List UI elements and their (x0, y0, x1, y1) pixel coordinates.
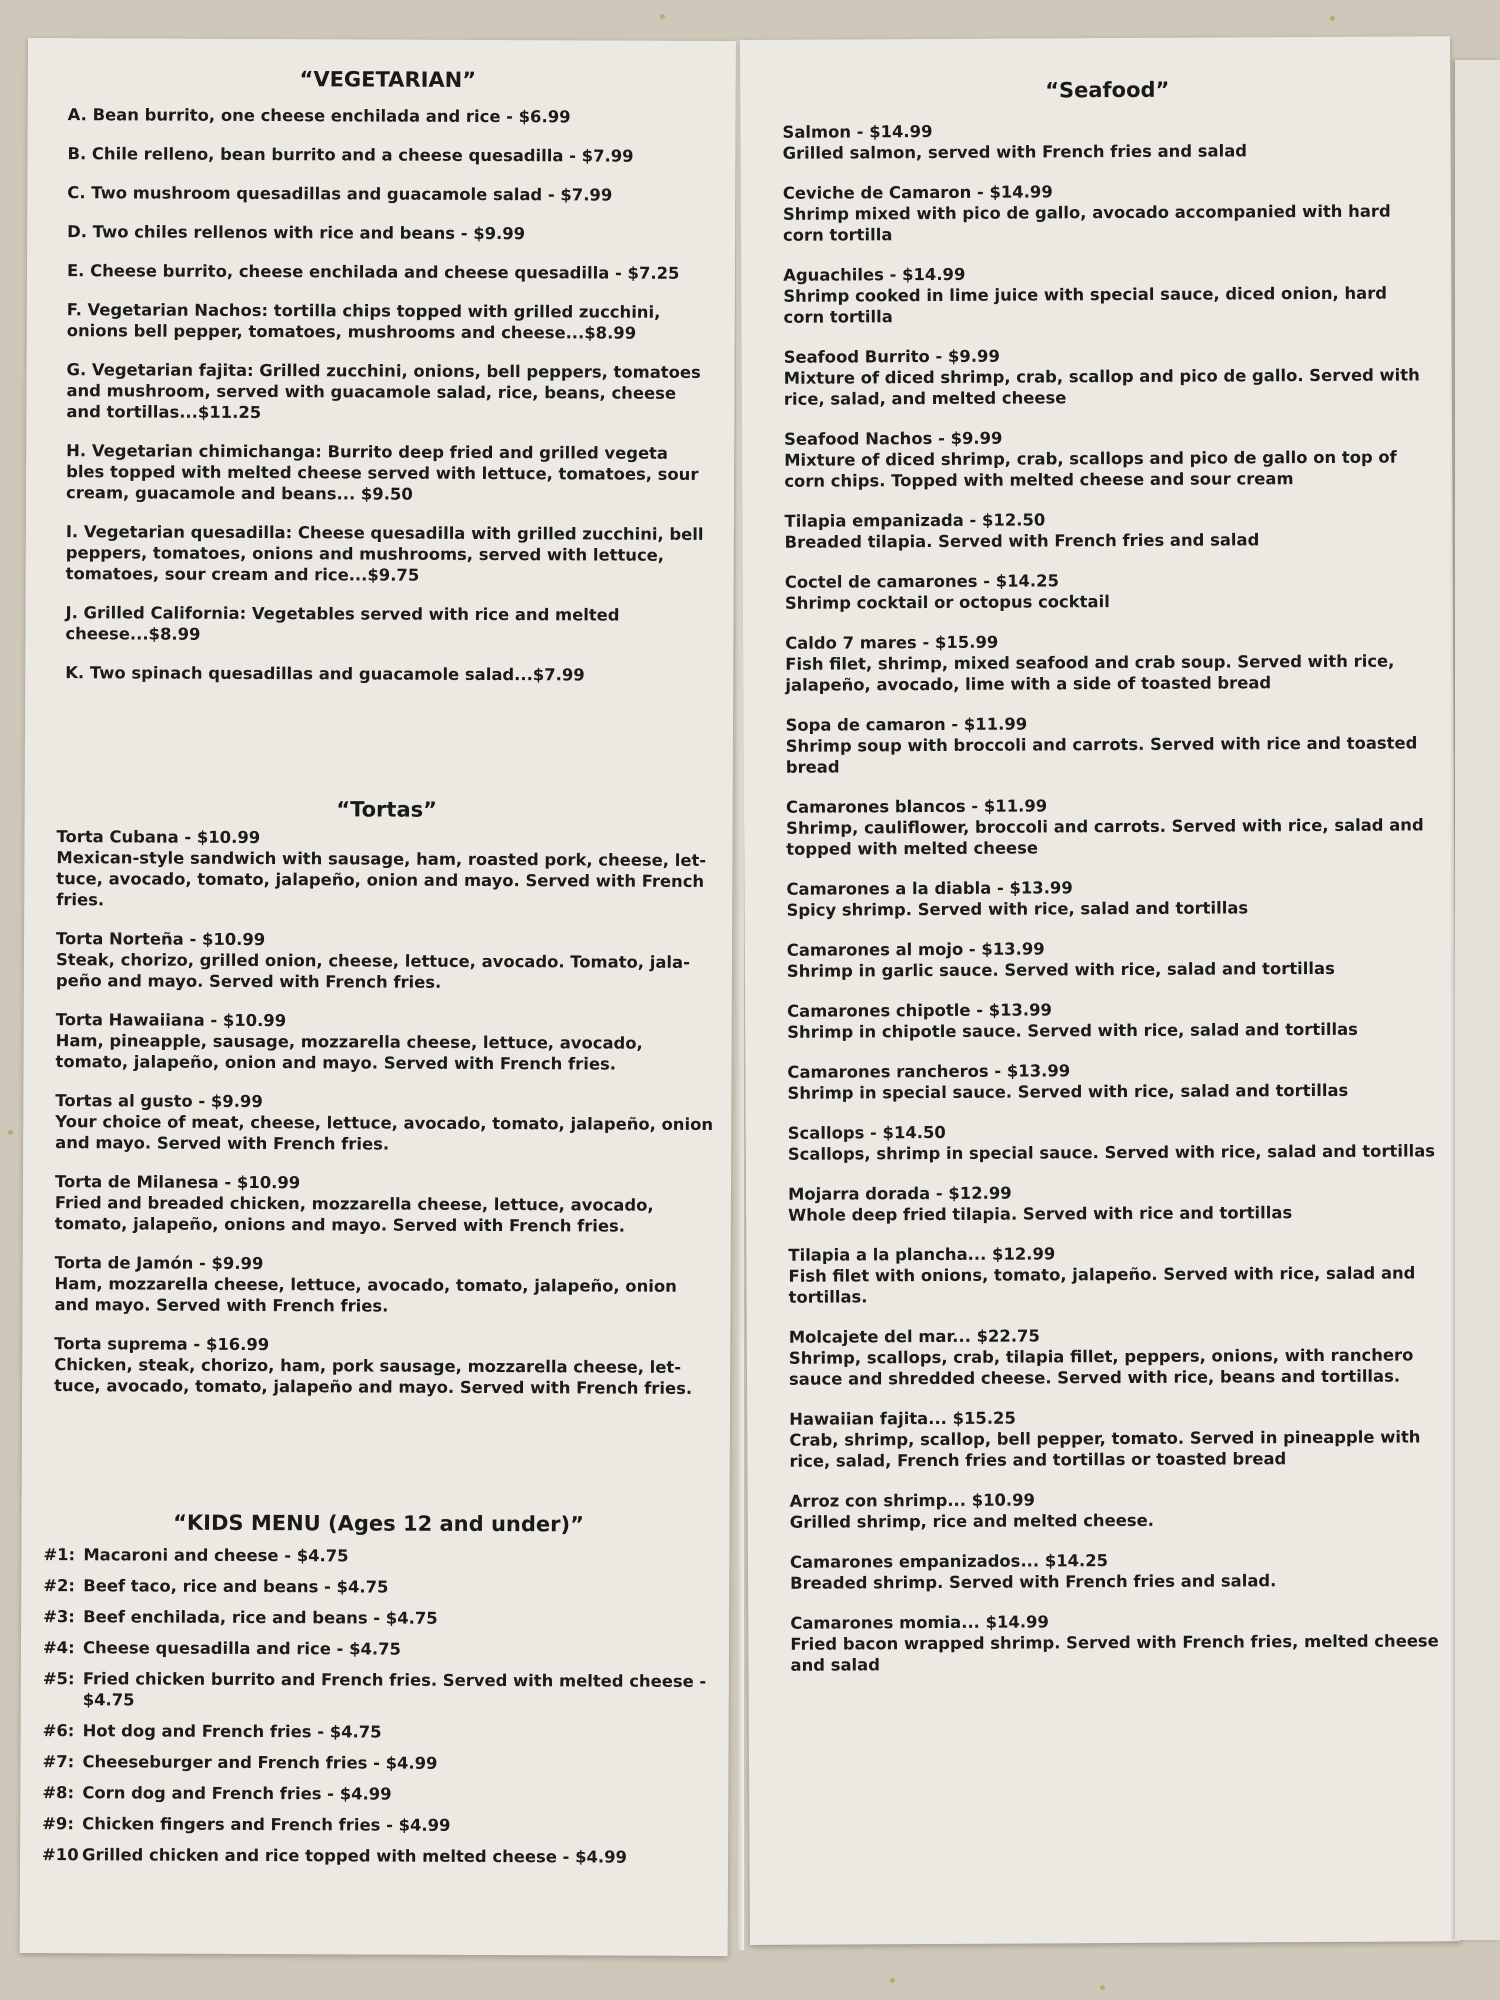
item-name: Scallops - $14.50 (787, 1122, 946, 1143)
kids-item-text: Hot dog and French fries - $4.75 (82, 1721, 382, 1742)
item-description: Spicy shrimp. Served with rice, salad and tortillas (786, 898, 1249, 920)
item-name: Tilapia empanizada - $12.50 (784, 510, 1046, 531)
item-name: Torta de Jamón - $9.99 (54, 1253, 264, 1274)
item-description: Scallops, shrimp in special sauce. Served with rice, salad and tortillas (787, 1141, 1436, 1164)
kids-item-text: Grilled chicken and rice topped with melted cheese - $4.99 (82, 1845, 627, 1867)
menu-item: G. Vegetarian fajita: Grilled zucchini, onions, bell peppers, tomatoes and mushroom, served with guacamole salad, rice, beans, cheese and tortillas...$11.25 (66, 360, 701, 423)
next-page-edge (1455, 60, 1500, 1940)
item-name: Camarones chipotle - $13.99 (787, 1000, 1052, 1021)
menu-item (788, 1180, 1438, 1225)
kids-item-text: Fried chicken burrito and French fries. Served with melted cheese - $4.75 (82, 1669, 707, 1710)
menu-item (784, 425, 1434, 491)
item-description: Whole deep fried tilapia. Served with rice and tortillas (788, 1203, 1293, 1225)
menu-item: F. Vegetarian Nachos: tortilla chips topped with grilled zucchini, onions bell pepper, tomatoes, mushrooms and cheese...$8.99 (66, 300, 661, 343)
menu-item (54, 1333, 714, 1399)
menu-item (784, 507, 1434, 552)
item-name: Coctel de camarones - $14.25 (784, 571, 1059, 592)
item-name: Camarones rancheros - $13.99 (787, 1061, 1071, 1082)
tortas-section (54, 796, 717, 1417)
kids-item-text: Cheese quesadilla and rice - $4.75 (82, 1638, 401, 1659)
menu-item (54, 1252, 714, 1318)
kids-item (42, 1813, 712, 1837)
item-name: Camarones blancos - $11.99 (785, 796, 1048, 817)
kids-item (43, 1637, 713, 1661)
menu-item (55, 1009, 715, 1075)
item-name: Torta suprema - $16.99 (54, 1334, 270, 1355)
menu-item (787, 936, 1437, 981)
item-description: Fried bacon wrapped shrimp. Served with French fries, melted cheese and salad (790, 1631, 1439, 1675)
item-description: Ham, mozzarella cheese, lettuce, avocado, tomato, jalapeño, onion and mayo. Served with French fries. (54, 1274, 677, 1316)
kids-item-number: #5: (42, 1669, 75, 1689)
item-description: Breaded tilapia. Served with French fries and salad (784, 530, 1260, 552)
menu-item (783, 261, 1433, 327)
menu-item (790, 1487, 1440, 1532)
menu-item (55, 1090, 715, 1156)
item-description: Shrimp, cauliflower, broccoli and carrots. Served with rice, salad and topped with melted cheese (786, 815, 1424, 859)
menu-item (785, 629, 1435, 695)
menu-item (782, 118, 1432, 163)
table-speck (660, 14, 665, 19)
menu-item (788, 1119, 1438, 1164)
item-description: Grilled shrimp, rice and melted cheese. (789, 1510, 1154, 1532)
item-name: Ceviche de Camaron - $14.99 (782, 182, 1053, 203)
seafood-section (782, 76, 1440, 1694)
item-description: Chicken, steak, chorizo, ham, pork sausage, mozzarella cheese, let- tuce, avocado, tomato, jalapeño and mayo. Served with French fries. (54, 1355, 693, 1398)
item-description: Your choice of meat, cheese, lettuce, avocado, tomato, jalapeño, onion and mayo. Served with French fries. (55, 1112, 714, 1154)
item-name: Caldo 7 mares - $15.99 (785, 632, 999, 653)
kids-item-text: Corn dog and French fries - $4.99 (82, 1783, 392, 1804)
item-name: Seafood Nachos - $9.99 (784, 428, 1003, 449)
item-name: Tilapia a la plancha... $12.99 (788, 1244, 1056, 1265)
menu-page-left (20, 38, 736, 1956)
item-description: Shrimp cocktail or octopus cocktail (784, 592, 1110, 613)
menu-item: C. Two mushroom quesadillas and guacamole salad - $7.99 (67, 183, 613, 205)
seafood-title: “Seafood” (1045, 77, 1170, 103)
kids-item-number: #3: (43, 1607, 75, 1627)
kids-menu-section (42, 1510, 714, 1878)
item-description: Mixture of diced shrimp, crab, scallop and pico de gallo. Served with rice, salad, and melted cheese (783, 365, 1420, 409)
menu-item (786, 793, 1436, 859)
item-name: Mojarra dorada - $12.99 (787, 1183, 1012, 1204)
menu-item (787, 997, 1437, 1042)
item-description: Shrimp in special sauce. Served with rice, salad and tortillas (787, 1080, 1349, 1103)
menu-item (790, 1609, 1440, 1675)
kids-menu-title: “KIDS MENU (Ages 12 and under)” (173, 1510, 584, 1537)
kids-item (42, 1844, 712, 1868)
menu-item (788, 1241, 1438, 1307)
menu-item (789, 1405, 1439, 1471)
menu-item (783, 179, 1433, 245)
kids-item-number: #4: (42, 1638, 75, 1658)
item-name: Seafood Burrito - $9.99 (783, 346, 1000, 367)
vegetarian-title: “VEGETARIAN” (299, 67, 477, 92)
item-description: Fried and breaded chicken, mozzarella cheese, lettuce, avocado, tomato, jalapeño, onions and mayo. Served with French fries. (54, 1193, 654, 1236)
item-description: Mexican-style sandwich with sausage, ham, roasted pork, cheese, let- tuce, avocado, tomato, jalapeño, onion and mayo. Served with French fries. (56, 848, 707, 910)
kids-item (43, 1544, 713, 1568)
item-description: Breaded shrimp. Served with French fries and salad. (790, 1571, 1277, 1593)
kids-item-text: Beef taco, rice and beans - $4.75 (83, 1576, 389, 1597)
item-name: Camarones momia... $14.99 (790, 1612, 1049, 1633)
menu-item: K. Two spinach quesadillas and guacamole salad...$7.99 (65, 663, 585, 685)
item-description: Shrimp mixed with pico de gallo, avocado accompanied with hard corn tortilla (782, 201, 1391, 245)
item-name: Arroz con shrimp... $10.99 (789, 1490, 1035, 1511)
menu-item: D. Two chiles rellenos with rice and beans - $9.99 (67, 222, 526, 244)
menu-item (786, 711, 1436, 777)
kids-item (43, 1668, 713, 1713)
item-name: Tortas al gusto - $9.99 (55, 1091, 263, 1112)
item-description: Shrimp in chipotle sauce. Served with rice, salad and tortillas (787, 1019, 1358, 1042)
item-description: Fish filet, shrimp, mixed seafood and crab soup. Served with rice, jalapeño, avocado, lime with a side of toasted bread (785, 651, 1395, 695)
kids-item (43, 1575, 713, 1599)
menu-item: I. Vegetarian quesadilla: Cheese quesadilla with grilled zucchini, bell peppers, tomatoes, onions and mushrooms, served with lettuce, tomatoes, sour cream and rice...$9.75 (65, 522, 704, 585)
kids-item-text: Macaroni and cheese - $4.75 (83, 1545, 349, 1566)
kids-item-number: #9: (42, 1814, 74, 1834)
item-description: Shrimp cooked in lime juice with special sauce, diced onion, hard corn tortilla (783, 283, 1388, 327)
kids-item-text: Cheeseburger and French fries - $4.99 (82, 1752, 438, 1773)
kids-item-number: #8: (42, 1783, 75, 1803)
item-name: Torta Hawaiiana - $10.99 (55, 1010, 287, 1031)
vegetarian-section (65, 66, 708, 704)
kids-item-text: Beef enchilada, rice and beans - $4.75 (83, 1607, 438, 1628)
table-speck (1330, 16, 1335, 21)
item-name: Molcajete del mar... $22.75 (788, 1326, 1040, 1347)
item-name: Camarones empanizados... $14.25 (789, 1551, 1109, 1572)
menu-item (790, 1548, 1440, 1593)
menu-item: A. Bean burrito, one cheese enchilada and rice - $6.99 (67, 105, 571, 127)
menu-item: H. Vegetarian chimichanga: Burrito deep fried and grilled vegeta bles topped with melted cheese served with lettuce, tomatoes, sour cream, guacamole and beans... $9.50 (65, 441, 699, 504)
item-name: Aguachiles - $14.99 (783, 264, 966, 285)
menu-item (56, 826, 716, 913)
item-name: Torta Cubana - $10.99 (56, 827, 261, 848)
kids-item (42, 1751, 712, 1775)
kids-item-number: #1: (43, 1545, 76, 1565)
item-description: Steak, chorizo, grilled onion, cheese, lettuce, avocado. Tomato, jala- peño and mayo. Served with French fries. (55, 950, 690, 992)
kids-item (42, 1782, 712, 1806)
item-description: Mixture of diced shrimp, crab, scallops and pico de gallo on top of corn chips. Topped with melted cheese and sour cream (784, 447, 1397, 491)
kids-item-number: #6: (42, 1721, 75, 1741)
kids-item-number: #7: (42, 1752, 75, 1772)
item-description: Ham, pineapple, sausage, mozzarella cheese, lettuce, avocado, tomato, jalapeño, onion and mayo. Served with French fries. (55, 1031, 643, 1074)
item-description: Shrimp in garlic sauce. Served with rice, salad and tortillas (786, 958, 1335, 981)
item-description: Grilled salmon, served with French fries and salad (782, 141, 1248, 163)
item-description: Fish filet with onions, tomato, jalapeño. Served with rice, salad and tortillas. (788, 1263, 1416, 1307)
item-name: Hawaiian fajita... $15.25 (789, 1408, 1016, 1429)
kids-item-number: #2: (43, 1576, 75, 1596)
menu-page-right (740, 36, 1460, 1945)
table-speck (8, 1130, 13, 1135)
menu-item: B. Chile relleno, bean burrito and a cheese quesadilla - $7.99 (67, 144, 634, 166)
menu-item (787, 1058, 1437, 1103)
kids-item (43, 1720, 713, 1744)
item-description: Shrimp, scallops, crab, tilapia fillet, peppers, onions, with ranchero sauce and shredded cheese. Served with rice, beans and tortillas. (788, 1345, 1414, 1389)
menu-item (785, 568, 1435, 613)
menu-item (55, 1171, 715, 1237)
item-description: Crab, shrimp, scallop, bell pepper, tomato. Served in pineapple with rice, salad, French fries and tortillas or toasted bread (789, 1427, 1421, 1471)
item-name: Torta Norteña - $10.99 (56, 929, 266, 950)
menu-item: J. Grilled California: Vegetables served with rice and melted cheese...$8.99 (65, 603, 620, 644)
item-name: Torta de Milanesa - $10.99 (54, 1172, 301, 1193)
menu-item (786, 875, 1436, 920)
kids-item-text: Chicken fingers and French fries - $4.99 (82, 1814, 451, 1835)
menu-item (784, 343, 1434, 409)
menu-item: E. Cheese burrito, cheese enchilada and cheese quesadilla - $7.25 (66, 261, 680, 283)
item-name: Camarones al mojo - $13.99 (786, 939, 1045, 960)
tortas-title: “Tortas” (336, 797, 438, 822)
menu-item (789, 1323, 1439, 1389)
item-name: Sopa de camaron - $11.99 (785, 714, 1028, 735)
kids-item-number: #10 (42, 1845, 79, 1865)
table-speck (1100, 1985, 1105, 1990)
table-speck (890, 1978, 895, 1983)
item-name: Salmon - $14.99 (782, 121, 933, 142)
menu-item (56, 928, 716, 994)
kids-item (43, 1606, 713, 1630)
item-name: Camarones a la diabla - $13.99 (786, 878, 1073, 899)
item-description: Shrimp soup with broccoli and carrots. Served with rice and toasted bread (785, 733, 1418, 777)
